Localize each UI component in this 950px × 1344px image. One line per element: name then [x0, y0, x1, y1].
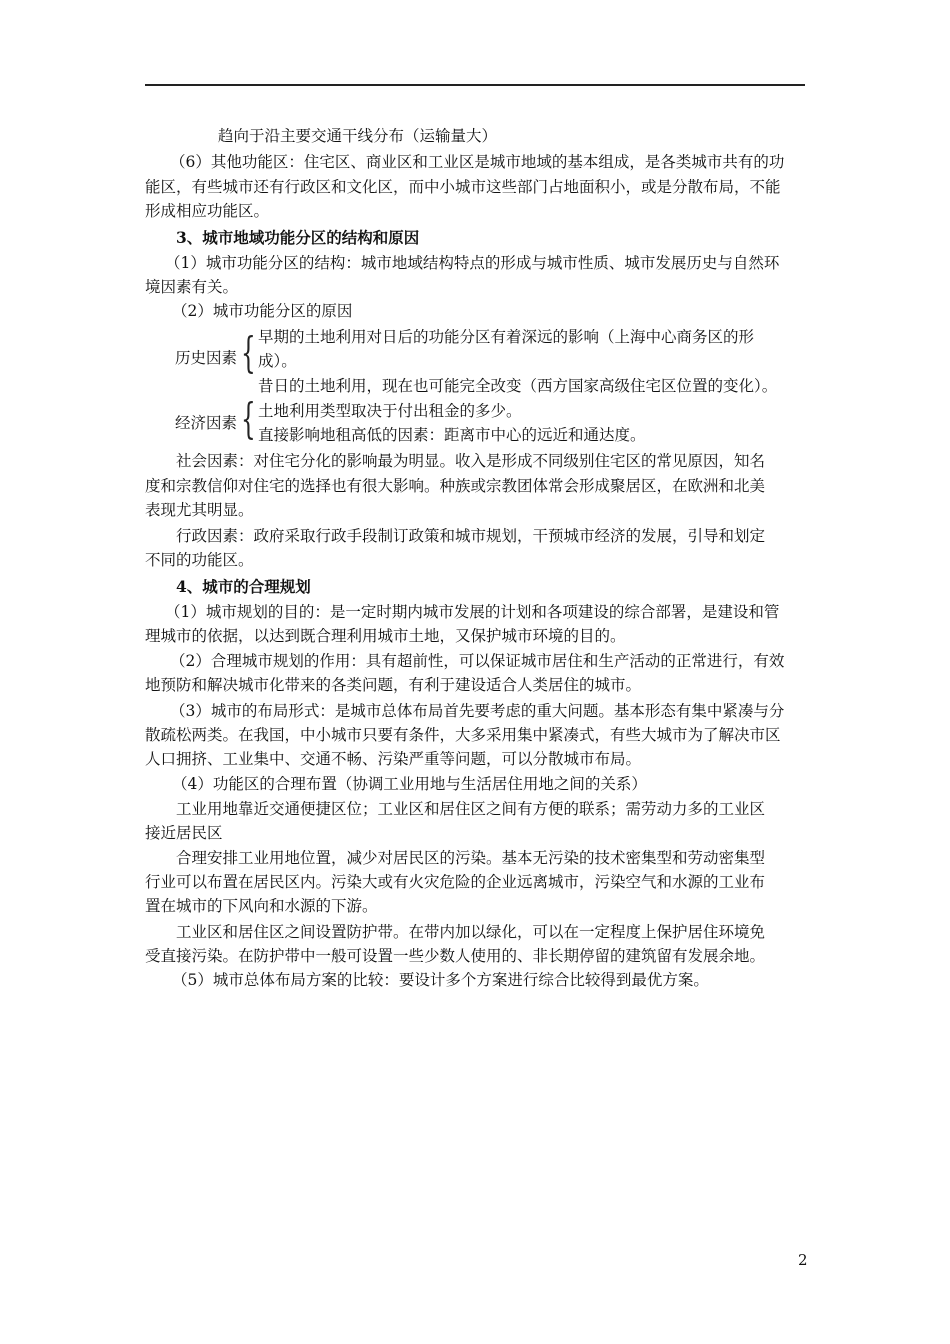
- text-line: 境因素有关。: [145, 278, 239, 296]
- text-line: 行业可以布置在居民区内。污染大或有火灾危险的企业远离城市，污染空气和水源的工业布: [145, 873, 766, 891]
- text-line: 工业用地靠近交通便捷区位；工业区和居住区之间有方便的联系；需劳动力多的工业区: [176, 800, 766, 818]
- text-line: （1）城市规划的目的：是一定时期内城市发展的计划和各项建设的综合部署，是建设和管: [165, 603, 780, 621]
- text-line: （3）城市的布局形式：是城市总体布局首先要考虑的重大问题。基本形态有集中紧凑与分: [170, 702, 785, 720]
- text-line: 散疏松两类。在我国，中小城市只要有条件，大多采用集中紧凑式，有些大城市为了解决市区: [145, 726, 781, 744]
- text-line: 能区，有些城市还有行政区和文化区，而中小城市这些部门占地面积小，或是分散布局，不能: [145, 178, 781, 196]
- factor-label-history: 历史因素: [175, 349, 238, 367]
- brace-icon: {: [241, 394, 256, 443]
- text-line: （5）城市总体布局方案的比较：要设计多个方案进行综合比较得到最优方案。: [172, 971, 709, 989]
- text-line: 昔日的土地利用，现在也可能完全改变（西方国家高级住宅区位置的变化）。: [258, 377, 778, 395]
- text-line: 趋向于沿主要交通干线分布（运输量大）: [218, 127, 498, 145]
- text-line: 接近居民区: [145, 824, 223, 842]
- text-line: （2）合理城市规划的作用：具有超前性，可以保证城市居住和生产活动的正常进行，有效: [170, 652, 785, 670]
- text-line: 直接影响地租高低的因素：距离市中心的远近和通达度。: [258, 426, 646, 444]
- text-line: 理城市的依据，以达到既合理利用城市土地，又保护城市环境的目的。: [145, 627, 626, 645]
- text-line: 早期的土地利用对日后的功能分区有着深远的影响（上海中心商务区的形: [258, 328, 755, 346]
- text-line: （4）功能区的合理布置（协调工业用地与生活居住用地之间的关系）: [172, 775, 647, 793]
- text-line: 工业区和居住区之间设置防护带。在带内加以绿化，可以在一定程度上保护居住环境免: [176, 923, 766, 941]
- factor-label-economy: 经济因素: [175, 414, 238, 432]
- text-line: 度和宗教信仰对住宅的选择也有很大影响。种族或宗教团体常会形成聚居区，在欧洲和北美: [145, 477, 766, 495]
- text-line: 行政因素：政府采取行政手段制订政策和城市规划，干预城市经济的发展，引导和划定: [176, 527, 766, 545]
- header-rule: [145, 84, 805, 86]
- section-heading: 3、城市地域功能分区的结构和原因: [176, 228, 420, 247]
- text-line: （2）城市功能分区的原因: [172, 302, 353, 320]
- text-line: 形成相应功能区。: [145, 202, 270, 220]
- text-line: 受直接污染。在防护带中一般可设置一些少数人使用的、非长期停留的建筑留有发展余地。: [145, 947, 766, 965]
- page-number: 2: [798, 1251, 808, 1269]
- brace-icon: {: [241, 328, 256, 377]
- text-line: 社会因素：对住宅分化的影响最为明显。收入是形成不同级别住宅区的常见原因，知名: [176, 452, 766, 470]
- text-line: （6）其他功能区：住宅区、商业区和工业区是城市地域的基本组成，是各类城市共有的功: [170, 153, 785, 171]
- text-line: 地预防和解决城市化带来的各类问题，有利于建设适合人类居住的城市。: [145, 676, 642, 694]
- section-heading: 4、城市的合理规划: [176, 577, 311, 596]
- text-line: （1）城市功能分区的结构：城市地域结构特点的形成与城市性质、城市发展历史与自然环: [165, 254, 780, 272]
- text-line: 人口拥挤、工业集中、交通不畅、污染严重等问题，可以分散城市布局。: [145, 750, 642, 768]
- text-line: 土地利用类型取决于付出租金的多少。: [258, 402, 522, 420]
- text-line: 置在城市的下风向和水源的下游。: [145, 897, 378, 915]
- text-line: 成）。: [258, 352, 297, 370]
- text-line: 表现尤其明显。: [145, 501, 254, 519]
- text-line: 合理安排工业用地位置，减少对居民区的污染。基本无污染的技术密集型和劳动密集型: [176, 849, 766, 867]
- text-line: 不同的功能区。: [145, 551, 254, 569]
